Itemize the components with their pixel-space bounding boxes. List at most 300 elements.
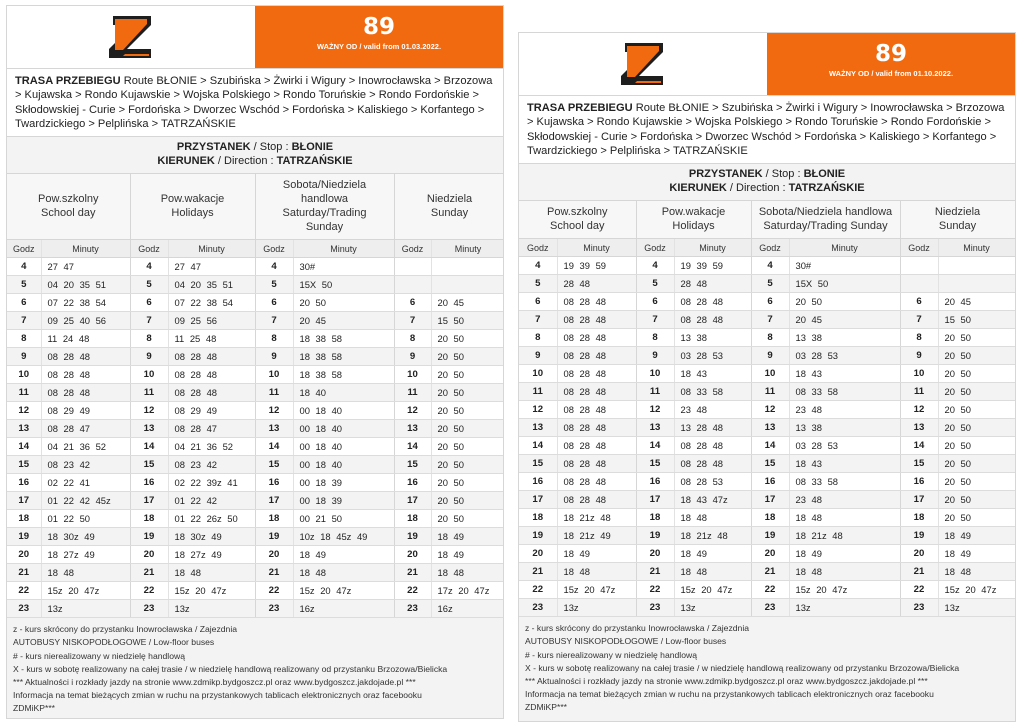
minutes-cell: 23 48 <box>789 401 900 419</box>
minutes-cell: 18 49 <box>557 545 636 563</box>
route-label: TRASA PRZEBIEGU <box>527 102 633 114</box>
hour-cell: 15 <box>7 456 41 474</box>
hour-cell: 8 <box>130 330 168 348</box>
hour-cell: 6 <box>7 294 41 312</box>
hour-cell: 12 <box>751 401 789 419</box>
direction-label: KIERUNEK <box>157 155 215 168</box>
minutes-cell: 00 18 39 <box>293 492 394 510</box>
table-row <box>7 474 504 492</box>
hour-cell: 7 <box>7 312 41 330</box>
minutes-cell: 18 49 <box>293 546 394 564</box>
hour-cell: 20 <box>394 546 431 564</box>
minutes-cell: 15z 20 47z <box>789 581 900 599</box>
stop-en: / Stop : <box>250 140 292 153</box>
minutes-cell: 04 21 36 52 <box>41 438 130 456</box>
hour-cell: 14 <box>130 438 168 456</box>
hour-cell: 15 <box>751 455 789 473</box>
minutes-cell: 18 48 <box>431 564 504 582</box>
table-row <box>7 492 504 510</box>
minutes-cell: 20 50 <box>938 491 1015 509</box>
minutes-cell: 09 25 56 <box>168 312 255 330</box>
hour-cell: 9 <box>519 347 557 365</box>
hour-cell: 10 <box>7 366 41 384</box>
timetable-header <box>7 6 503 69</box>
minute-header: Minuty <box>674 239 751 257</box>
minutes-cell: 20 50 <box>431 384 504 402</box>
hour-cell: 12 <box>394 402 431 420</box>
hour-cell: 10 <box>636 365 674 383</box>
minutes-cell: 18 48 <box>674 563 751 581</box>
stop-en: / Stop : <box>762 167 804 180</box>
note: AUTOBUSY NISKOPODŁOGOWE / Low-floor buses <box>525 636 727 647</box>
minutes-cell: 20 50 <box>431 420 504 438</box>
hour-cell: 17 <box>519 491 557 509</box>
hour-cell: 13 <box>900 419 938 437</box>
stop-label: PRZYSTANEK <box>176 140 251 153</box>
minute-header: Minuty <box>293 240 394 258</box>
minutes-cell: 00 18 40 <box>293 420 394 438</box>
minutes-cell: 28 48 <box>674 275 751 293</box>
hour-cell: 13 <box>130 420 168 438</box>
table-row <box>519 599 1015 617</box>
hour-cell: 10 <box>519 365 557 383</box>
minutes-cell: 18 49 <box>431 528 504 546</box>
minutes-cell: 18 49 <box>674 545 751 563</box>
minutes-cell: 08 23 42 <box>41 456 130 474</box>
note: X - kurs w sobotę realizowany na całej trasie / w niedzielę handlową realizowany od przystanku Brzozowa/Bielicka <box>13 663 448 674</box>
table-row <box>519 437 1015 455</box>
minutes-cell: 20 50 <box>938 383 1015 401</box>
hour-cell: 13 <box>751 419 789 437</box>
minutes-cell: 02 22 39z 41 <box>168 474 255 492</box>
minutes-cell <box>431 276 504 294</box>
hour-cell: 11 <box>394 384 431 402</box>
hour-cell: 6 <box>751 293 789 311</box>
minutes-cell: 03 28 53 <box>674 347 751 365</box>
hour-cell: 4 <box>255 258 293 276</box>
hour-cell <box>900 257 938 275</box>
hour-cell: 12 <box>255 402 293 420</box>
stop-name: BŁONIE <box>291 140 334 153</box>
minutes-cell: 13 38 <box>789 419 900 437</box>
table-row <box>519 311 1015 329</box>
hour-cell: 14 <box>255 438 293 456</box>
subheader-row <box>519 239 1015 257</box>
hour-cell: 23 <box>130 600 168 618</box>
table-row <box>519 383 1015 401</box>
hour-cell: 20 <box>7 546 41 564</box>
hour-cell: 16 <box>394 474 431 492</box>
table-row <box>519 455 1015 473</box>
hour-cell: 4 <box>636 257 674 275</box>
minutes-cell: 08 28 48 <box>674 455 751 473</box>
minutes-cell: 20 50 <box>938 419 1015 437</box>
hour-cell <box>900 275 938 293</box>
minutes-cell: 03 28 53 <box>789 347 900 365</box>
hour-cell: 8 <box>255 330 293 348</box>
minutes-cell: 13z <box>938 599 1015 617</box>
minutes-cell: 08 29 49 <box>168 402 255 420</box>
minutes-cell: 01 22 26z 50 <box>168 510 255 528</box>
minutes-cell: 08 28 48 <box>168 348 255 366</box>
direction-label: KIERUNEK <box>669 182 727 195</box>
hour-cell: 21 <box>394 564 431 582</box>
minutes-cell: 20 50 <box>431 402 504 420</box>
minutes-cell: 20 50 <box>431 438 504 456</box>
hour-header: Godz <box>255 240 293 258</box>
hour-cell: 10 <box>900 365 938 383</box>
hour-cell: 22 <box>255 582 293 600</box>
note: ZDMiKP*** <box>13 703 56 714</box>
minutes-cell: 15 50 <box>938 311 1015 329</box>
table-row <box>519 329 1015 347</box>
hour-cell: 6 <box>255 294 293 312</box>
minutes-cell: 18 48 <box>789 509 900 527</box>
hour-header: Godz <box>7 240 41 258</box>
minutes-cell: 18 21z 48 <box>789 527 900 545</box>
notes <box>519 617 1015 719</box>
minutes-cell: 08 28 48 <box>674 311 751 329</box>
minutes-cell: 28 48 <box>557 275 636 293</box>
hour-cell: 20 <box>519 545 557 563</box>
hour-cell: 14 <box>900 437 938 455</box>
minutes-cell: 09 25 40 56 <box>41 312 130 330</box>
hour-cell: 23 <box>900 599 938 617</box>
hour-cell: 17 <box>900 491 938 509</box>
hour-cell: 22 <box>394 582 431 600</box>
hour-cell: 18 <box>394 510 431 528</box>
table-row <box>519 581 1015 599</box>
hour-cell: 16 <box>130 474 168 492</box>
minutes-cell: 08 28 48 <box>557 383 636 401</box>
minutes-cell: 15z 20 47z <box>557 581 636 599</box>
hour-header: Godz <box>751 239 789 257</box>
minute-header: Minuty <box>938 239 1015 257</box>
table-row <box>7 384 504 402</box>
minutes-cell: 15z 20 47z <box>938 581 1015 599</box>
hour-cell: 10 <box>751 365 789 383</box>
direction-name: TATRZAŃSKIE <box>788 182 865 195</box>
minutes-cell: 23 48 <box>789 491 900 509</box>
hour-cell: 14 <box>519 437 557 455</box>
minutes-cell: 18 30z 49 <box>168 528 255 546</box>
logo <box>519 33 767 95</box>
col-school-day: Pow.szkolny School day <box>7 174 130 240</box>
table-row <box>519 419 1015 437</box>
valid-from: WAŻNY OD / valid from 01.10.2022. <box>828 69 954 78</box>
hour-cell: 14 <box>7 438 41 456</box>
hour-cell <box>394 276 431 294</box>
minutes-cell: 07 22 38 54 <box>168 294 255 312</box>
note: ZDMiKP*** <box>525 702 568 713</box>
hour-cell: 18 <box>255 510 293 528</box>
minutes-cell: 15z 20 47z <box>293 582 394 600</box>
hour-cell: 15 <box>130 456 168 474</box>
hour-cell: 13 <box>255 420 293 438</box>
minutes-cell: 18 43 <box>789 455 900 473</box>
hour-cell: 21 <box>7 564 41 582</box>
timetable-panel-october <box>518 32 1016 722</box>
hour-cell: 9 <box>7 348 41 366</box>
minutes-cell: 27 47 <box>41 258 130 276</box>
minutes-cell: 08 28 48 <box>557 419 636 437</box>
minutes-cell: 20 50 <box>938 437 1015 455</box>
hour-cell: 19 <box>636 527 674 545</box>
minutes-cell: 18 38 58 <box>293 330 394 348</box>
valid-from: WAŻNY OD / valid from 01.03.2022. <box>316 42 442 51</box>
hour-cell: 11 <box>636 383 674 401</box>
minutes-cell: 00 18 39 <box>293 474 394 492</box>
minutes-cell: 03 28 53 <box>789 437 900 455</box>
hour-cell: 15 <box>394 456 431 474</box>
hour-cell: 8 <box>751 329 789 347</box>
hour-cell: 9 <box>255 348 293 366</box>
hour-cell: 22 <box>636 581 674 599</box>
minutes-cell: 20 45 <box>431 294 504 312</box>
table-row <box>519 527 1015 545</box>
hour-cell: 9 <box>636 347 674 365</box>
route-description <box>7 69 503 137</box>
minutes-cell: 20 50 <box>431 492 504 510</box>
hour-cell: 5 <box>255 276 293 294</box>
minutes-cell: 08 28 48 <box>557 437 636 455</box>
minutes-cell: 20 50 <box>431 366 504 384</box>
minutes-cell: 13z <box>168 600 255 618</box>
hour-cell: 19 <box>900 527 938 545</box>
note: *** Aktualności i rozkłady jazdy na stronie www.zdmikp.bydgoszcz.pl oraz www.bydgoszcz.jakdojade.pl *** <box>525 675 928 686</box>
minutes-cell: 20 50 <box>431 348 504 366</box>
minutes-cell: 10z 18 45z 49 <box>293 528 394 546</box>
table-row <box>7 546 504 564</box>
table-row <box>7 420 504 438</box>
hour-cell: 22 <box>7 582 41 600</box>
minutes-cell: 13z <box>789 599 900 617</box>
minutes-cell: 08 28 48 <box>674 293 751 311</box>
minutes-cell: 18 30z 49 <box>41 528 130 546</box>
note: Informacja na temat bieżących zmian w ruchu na przystankowych tablicach elektronicznych oraz facebooku <box>525 689 934 700</box>
subheader-row <box>7 240 504 258</box>
hour-cell: 21 <box>130 564 168 582</box>
hour-cell: 20 <box>255 546 293 564</box>
minutes-cell: 08 28 48 <box>557 347 636 365</box>
minutes-cell: 08 28 48 <box>674 437 751 455</box>
minutes-cell: 30# <box>293 258 394 276</box>
minutes-cell: 04 21 36 52 <box>168 438 255 456</box>
minutes-cell: 07 22 38 54 <box>41 294 130 312</box>
hour-cell: 14 <box>751 437 789 455</box>
hour-cell: 13 <box>394 420 431 438</box>
hour-cell: 11 <box>7 384 41 402</box>
minutes-cell: 08 28 48 <box>557 329 636 347</box>
minutes-cell: 18 49 <box>789 545 900 563</box>
timetable-body <box>7 258 504 618</box>
col-saturday: Sobota/Niedziela handlowa Saturday/Trading Sunday <box>255 174 394 240</box>
hour-cell: 10 <box>255 366 293 384</box>
minutes-cell: 08 33 58 <box>789 383 900 401</box>
hour-cell: 9 <box>394 348 431 366</box>
minutes-cell: 18 43 <box>789 365 900 383</box>
hour-cell: 9 <box>900 347 938 365</box>
hour-cell: 4 <box>751 257 789 275</box>
minutes-cell <box>938 257 1015 275</box>
minutes-cell: 00 18 40 <box>293 402 394 420</box>
hour-header: Godz <box>519 239 557 257</box>
hour-cell: 17 <box>751 491 789 509</box>
minutes-cell: 20 50 <box>431 474 504 492</box>
hour-cell: 19 <box>751 527 789 545</box>
hour-cell: 5 <box>130 276 168 294</box>
hour-cell: 4 <box>7 258 41 276</box>
minutes-cell: 08 28 48 <box>41 366 130 384</box>
hour-cell: 21 <box>255 564 293 582</box>
hour-cell: 5 <box>636 275 674 293</box>
hour-cell: 16 <box>519 473 557 491</box>
hour-cell: 7 <box>636 311 674 329</box>
minutes-cell: 27 47 <box>168 258 255 276</box>
zdmikp-logo-icon <box>105 14 157 60</box>
hour-cell: 23 <box>255 600 293 618</box>
hour-cell: 8 <box>7 330 41 348</box>
minutes-cell: 17z 20 47z <box>431 582 504 600</box>
minutes-cell: 20 50 <box>431 330 504 348</box>
minutes-cell: 08 29 49 <box>41 402 130 420</box>
hour-cell: 21 <box>900 563 938 581</box>
minutes-cell: 13z <box>557 599 636 617</box>
line-number: 89 <box>362 14 395 40</box>
hour-cell <box>394 258 431 276</box>
minutes-cell: 08 28 48 <box>557 311 636 329</box>
minutes-cell <box>431 258 504 276</box>
minutes-cell: 08 28 48 <box>41 348 130 366</box>
hour-cell: 16 <box>751 473 789 491</box>
hour-cell: 9 <box>130 348 168 366</box>
hour-cell: 8 <box>900 329 938 347</box>
minutes-cell: 18 21z 48 <box>674 527 751 545</box>
minutes-cell: 20 50 <box>431 456 504 474</box>
minutes-cell: 18 48 <box>41 564 130 582</box>
table-row <box>7 348 504 366</box>
hour-cell: 17 <box>394 492 431 510</box>
note: X - kurs w sobotę realizowany na całej trasie / w niedzielę handlową realizowany od przystanku Brzozowa/Bielicka <box>525 662 960 673</box>
stop-direction <box>7 137 503 174</box>
hour-cell: 6 <box>900 293 938 311</box>
note: Informacja na temat bieżących zmian w ruchu na przystankowych tablicach elektronicznych oraz facebooku <box>13 690 422 701</box>
minutes-cell: 18 43 <box>674 365 751 383</box>
hour-cell: 12 <box>7 402 41 420</box>
hour-cell: 20 <box>636 545 674 563</box>
hour-cell: 15 <box>255 456 293 474</box>
minutes-cell: 18 27z 49 <box>41 546 130 564</box>
minutes-cell: 18 40 <box>293 384 394 402</box>
col-holidays: Pow.wakacje Holidays <box>130 174 255 240</box>
stop-name: BŁONIE <box>803 167 846 180</box>
hour-cell: 16 <box>900 473 938 491</box>
minutes-cell: 08 28 48 <box>557 365 636 383</box>
table-row <box>7 312 504 330</box>
hour-cell: 9 <box>751 347 789 365</box>
minutes-cell: 04 20 35 51 <box>168 276 255 294</box>
hour-cell: 18 <box>751 509 789 527</box>
table-row <box>7 276 504 294</box>
minutes-cell: 18 48 <box>938 563 1015 581</box>
minutes-cell: 18 49 <box>431 546 504 564</box>
hour-cell: 15 <box>900 455 938 473</box>
timetable-table <box>519 201 1016 618</box>
table-row <box>519 401 1015 419</box>
table-row <box>519 473 1015 491</box>
minutes-cell: 08 33 58 <box>674 383 751 401</box>
minute-header: Minuty <box>168 240 255 258</box>
hour-cell: 15 <box>636 455 674 473</box>
minutes-cell: 15X 50 <box>789 275 900 293</box>
route-description <box>519 96 1015 164</box>
hour-cell: 21 <box>636 563 674 581</box>
hour-cell: 17 <box>636 491 674 509</box>
minutes-cell: 08 28 48 <box>168 384 255 402</box>
minutes-cell: 20 50 <box>938 401 1015 419</box>
table-row <box>7 510 504 528</box>
zdmikp-logo-icon <box>617 41 669 87</box>
table-row <box>519 275 1015 293</box>
table-row <box>7 582 504 600</box>
minutes-cell: 08 28 48 <box>557 473 636 491</box>
notes <box>7 618 503 719</box>
timetable-body <box>519 257 1015 617</box>
table-row <box>7 456 504 474</box>
minutes-cell: 16z <box>293 600 394 618</box>
table-row <box>7 438 504 456</box>
minutes-cell: 18 49 <box>938 527 1015 545</box>
minutes-cell: 11 24 48 <box>41 330 130 348</box>
hour-cell: 16 <box>255 474 293 492</box>
minutes-cell: 20 50 <box>938 455 1015 473</box>
minutes-cell: 18 21z 48 <box>557 509 636 527</box>
minutes-cell: 20 45 <box>789 311 900 329</box>
hour-cell: 12 <box>636 401 674 419</box>
col-school-day: Pow.szkolny School day <box>519 201 636 239</box>
hour-cell: 22 <box>130 582 168 600</box>
hour-cell: 18 <box>636 509 674 527</box>
minutes-cell: 13 38 <box>674 329 751 347</box>
hour-cell: 13 <box>7 420 41 438</box>
minutes-cell: 20 50 <box>789 293 900 311</box>
hour-cell: 6 <box>636 293 674 311</box>
hour-cell: 7 <box>900 311 938 329</box>
hour-cell: 13 <box>636 419 674 437</box>
hour-cell: 19 <box>7 528 41 546</box>
hour-cell: 16 <box>636 473 674 491</box>
note: # - kurs nierealizowany w niedzielę handlową <box>13 650 185 661</box>
hour-cell: 5 <box>7 276 41 294</box>
minutes-cell: 18 48 <box>557 563 636 581</box>
minutes-cell: 15z 20 47z <box>41 582 130 600</box>
minutes-cell: 13z <box>41 600 130 618</box>
minutes-cell: 20 50 <box>938 347 1015 365</box>
minutes-cell: 08 28 48 <box>168 366 255 384</box>
minutes-cell: 18 48 <box>293 564 394 582</box>
minutes-cell: 08 28 53 <box>674 473 751 491</box>
table-row <box>7 330 504 348</box>
minutes-cell: 18 49 <box>938 545 1015 563</box>
hour-cell: 11 <box>751 383 789 401</box>
minutes-cell: 00 18 40 <box>293 438 394 456</box>
minutes-cell: 08 23 42 <box>168 456 255 474</box>
col-sunday: Niedziela Sunday <box>900 201 1015 239</box>
minutes-cell: 01 22 50 <box>41 510 130 528</box>
minutes-cell: 18 48 <box>674 509 751 527</box>
col-holidays: Pow.wakacje Holidays <box>636 201 751 239</box>
minutes-cell: 15z 20 47z <box>674 581 751 599</box>
